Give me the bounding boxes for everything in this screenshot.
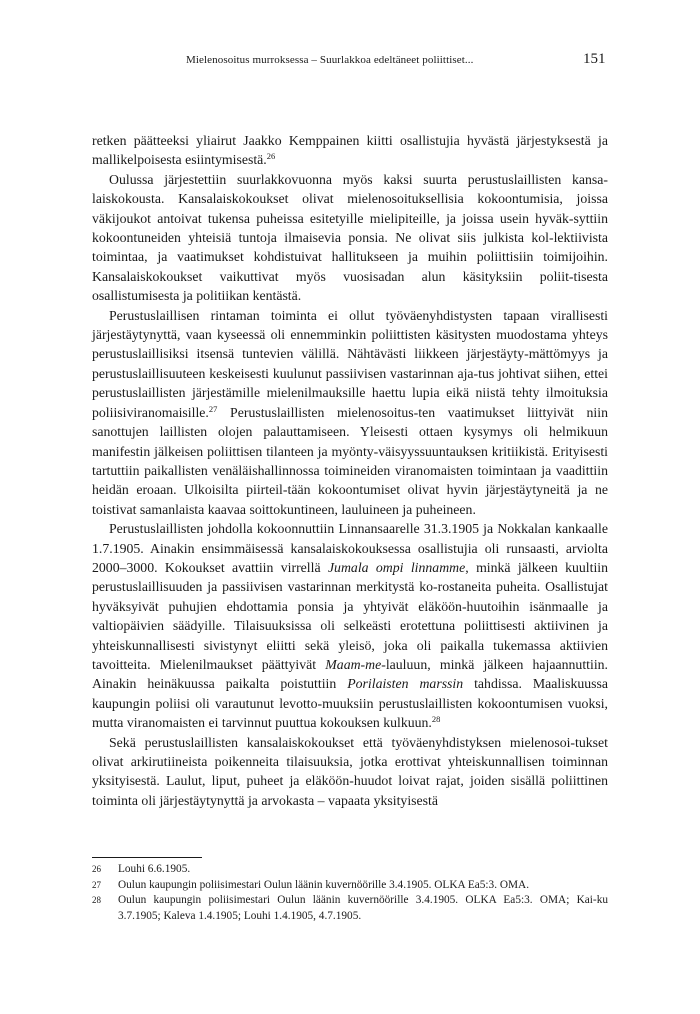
- footnote-reference: 26: [266, 151, 276, 162]
- italic-title: Porilaisten marssin: [347, 676, 464, 692]
- paragraph-text: tahdissa. Maaliskuussa kaupungin poliisi oli varautunut levotto-muuksiin perustuslaillisten kokoontumisen vuoksi, mutta viranomaisten ei tarvinnut puuttua kokouksen kulkuun.: [92, 676, 609, 731]
- footnote: [92, 862, 608, 878]
- body-paragraph: [92, 519, 608, 732]
- paragraph-text: , minkä jälkeen kuultiin perustuslaillisuuden ja passiivisen vastarinnan merkitystä ko-rostaneita puheita. Osallistujat hyväksyivät puhujien ehdottamia ponsia ja yhtyivät eläköön-huutoihin isänmaalle ja valtiopäivien säädyille. Tilaisuuksissa oli selkeästi erotettuna poliittisesti aktiivinen ja yhteiskunnallisesti sivistynyt eliitti sekä yleisö, joka oli paikalla tukemassa aktiivien tavoitteita. Mielenilmaukset päättyivät: [92, 559, 609, 672]
- footnote-number: 28: [92, 895, 101, 906]
- paragraph-text: retken päätteeksi yliairut Jaakko Kemppainen kiitti osallistujia hyvästä järjestyksestä ja mallikelpoisesta esiintymisestä.: [92, 133, 608, 168]
- paragraph-text: Perustuslaillisten johdolla kokoonnuttiin Linnansaarelle 31.3.1905 ja Nokkalan kankaalle 1.7.1905. Ainakin ensimmäisessä kansalaiskokouksessa osallistujia oli runsaasti, arviolta 2000–3000. Kokoukset avattiin virrellä: [92, 521, 608, 575]
- footnotes: [92, 862, 608, 924]
- paragraph-text: Oulussa järjestettiin suurlakkovuonna myös kaksi suurta perustuslaillisten kansa-laiskokousta. Kansalaiskokoukset olivat mielenosoituksellisia kokoontumisia, joissa väkijoukot antoivat tukensa puheissa esitetyille mielipiteille, ja joissa usein hyväk-syttiin kokoontuneiden yhteisiä tuntoja ilmaisevia ponsia. Ne olivat siis julkista kol-lektiivista toimintaa, ja vaatimukset kohdistuivat hallitukseen ja muihin poliittisiin toimijoihin. Kansalaiskokoukset vaikuttivat myös vuosisadan alun käsityksiin poliit-tisesta osallistumisesta ja politiikan kentästä.: [92, 171, 608, 304]
- footnote-reference: 28: [431, 714, 441, 725]
- footnote-number: 27: [92, 879, 101, 890]
- paragraph-text: Perustuslaillisen rintaman toiminta ei ollut työväenyhdistysten tapaan virallisesti järjestäytynyttä, vaan kyseessä oli ennemminkin poliittisten käsitysten muodostama yhteys perustuslaillisiksi itsensä tuntevien välillä. Nähtävästi liikkeen järjestäyty-mättömyys ja perustuslaillisuuteen keskeisesti kuulunut passiivisen vastarinnan aja-tus johtivat siihen, ettei perustuslaillisten järjestämille mielenilmauksille haettu lupia eikä niistä tehty ilmoituksia poliisiviranomaisille.: [92, 307, 608, 420]
- italic-title: Jumala ompi linnamme: [327, 559, 466, 575]
- body-paragraph: [92, 733, 608, 811]
- body-paragraph: [92, 306, 608, 519]
- footnote-reference: 27: [208, 403, 218, 414]
- paragraph-text: Sekä perustuslaillisten kansalaiskokoukset että työväenyhdistyksen mielenosoi-tukset olivat arkirutiineista poikenneita tilaisuuksia, jotka erottivat yhteiskunnallisen toiminnan yksityisestä. Laulut, liput, puheet ja eläköön-huudot loivat rajat, joiden sisällä poliittinen toiminta oli järjestäytynyttä ja arvokasta – vapaata yksityisestä: [92, 734, 608, 808]
- footnote-number: 26: [92, 864, 101, 874]
- footnote-text: Oulun kaupungin poliisimestari Oulun läänin kuvernöörille 3.4.1905. OLKA Ea5:3. OMA; Kai-ku 3.7.1905; Kaleva 1.4.1905; Louhi 1.4.1905, 4.7.1905.: [118, 894, 608, 922]
- paragraph-text: Perustuslaillisten mielenosoitus-ten vaatimukset liittyivät niin sanottujen laillisten olojen palauttamiseen. Yleisesti ottaen kysymys oli helmikuun manifestin jälkeisen poliittisen tilanteen ja myönty-väisyyssuuntauksen kritiikistä. Erityisesti tartuttiin paikallisten venäläishallinnossa toimineiden viranomaisten toimintaan ja vaadittiin heidän eroaan. Ulkoisilta piirteil-tään kokoontumiset olivat hyvin järjestäytyneitä ja ne toistivat samanlaista kaavaa soittokuntineen, lauluineen ja puheineen.: [92, 404, 608, 517]
- italic-title: Maam-me: [325, 656, 382, 672]
- footnote-divider: [92, 857, 202, 858]
- body-paragraph: [92, 170, 608, 306]
- footnote-text: Oulun kaupungin poliisimestari Oulun läänin kuvernöörille 3.4.1905. OLKA Ea5:3. OMA.: [118, 878, 530, 891]
- paragraph-text: -lauluun, minkä jälkeen hajaannuttiin. Ainakin heinäkuussa paikalta poistuttiin: [92, 656, 609, 692]
- page-number: 151: [583, 51, 606, 67]
- footnote-text: Louhi 6.6.1905.: [118, 863, 191, 875]
- footnote: [92, 878, 608, 894]
- body-paragraph: [92, 131, 608, 170]
- body-text: [92, 131, 608, 810]
- running-header: Mielenosoitus murroksessa – Suurlakkoa edeltäneet poliittiset...: [186, 54, 474, 66]
- footnote: [92, 893, 608, 924]
